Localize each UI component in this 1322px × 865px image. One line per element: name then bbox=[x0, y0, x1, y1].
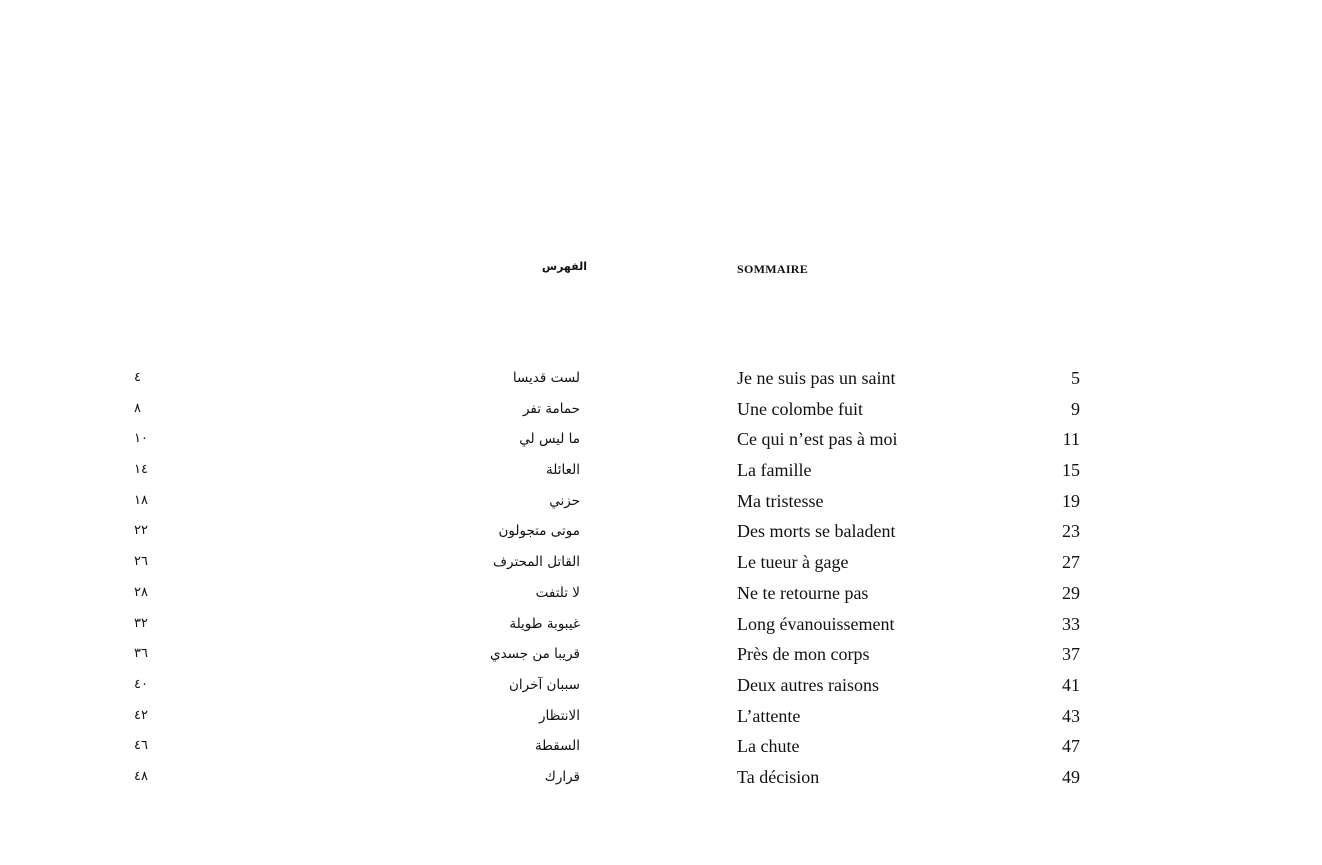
entry-title: حزني bbox=[549, 492, 580, 509]
french-toc-entry bbox=[737, 394, 1097, 425]
entry-page-number: ١٠ bbox=[134, 431, 148, 447]
french-toc-entry bbox=[737, 363, 1097, 394]
french-toc-entry bbox=[737, 609, 1097, 640]
entry-page-number: 23 bbox=[1062, 521, 1080, 542]
french-toc-entry bbox=[737, 455, 1097, 486]
entry-title: موتى متجولون bbox=[498, 523, 580, 540]
arabic-toc-entry bbox=[120, 394, 590, 425]
entry-title: القاتل المحترف bbox=[493, 554, 580, 571]
entry-page-number: ٢٦ bbox=[134, 554, 148, 570]
entry-page-number: 49 bbox=[1062, 766, 1080, 787]
french-toc-heading: SOMMAIRE bbox=[737, 262, 809, 276]
arabic-toc-entry bbox=[120, 701, 590, 732]
entry-title: قريبا من جسدي bbox=[490, 646, 580, 663]
entry-page-number: 11 bbox=[1062, 429, 1080, 450]
entry-page-number: ٤ bbox=[134, 370, 141, 385]
entry-page-number: 19 bbox=[1062, 490, 1080, 511]
entry-title: سببان آخران bbox=[509, 676, 580, 693]
entry-page-number: ١٤ bbox=[134, 462, 148, 478]
arabic-toc-heading: الفهرس bbox=[541, 260, 587, 273]
entry-page-number: 5 bbox=[1071, 368, 1080, 388]
french-toc-entry bbox=[737, 424, 1097, 455]
entry-page-number: 15 bbox=[1062, 460, 1080, 481]
entry-title: السقطة bbox=[534, 738, 580, 755]
arabic-toc-list bbox=[120, 363, 590, 793]
french-toc-entry bbox=[737, 639, 1097, 670]
entry-page-number: ١٨ bbox=[134, 492, 148, 508]
entry-title: L’attente bbox=[737, 705, 801, 726]
french-toc-entry bbox=[737, 670, 1097, 701]
french-toc-list bbox=[737, 363, 1097, 793]
french-toc-entry bbox=[737, 762, 1097, 793]
entry-title: Deux autres raisons bbox=[737, 674, 879, 695]
entry-title: Ce qui n’est pas à moi bbox=[737, 429, 898, 450]
arabic-toc-entry bbox=[120, 486, 590, 517]
entry-page-number: 29 bbox=[1062, 582, 1080, 603]
arabic-toc-entry bbox=[120, 670, 590, 701]
french-toc-entry bbox=[737, 516, 1097, 547]
entry-page-number: ٤٠ bbox=[134, 676, 148, 692]
entry-page-number: 37 bbox=[1062, 644, 1080, 665]
arabic-toc-entry bbox=[120, 363, 590, 394]
french-toc-entry bbox=[737, 547, 1097, 578]
entry-page-number: ٤٦ bbox=[134, 738, 148, 754]
french-toc-entry bbox=[737, 701, 1097, 732]
entry-page-number: 27 bbox=[1062, 552, 1080, 573]
arabic-toc-entry bbox=[120, 639, 590, 670]
entry-title: La famille bbox=[737, 460, 812, 481]
entry-title: Je ne suis pas un saint bbox=[737, 368, 896, 388]
entry-title: Une colombe fuit bbox=[737, 398, 863, 419]
entry-title: Long évanouissement bbox=[737, 613, 895, 634]
french-toc-entry bbox=[737, 578, 1097, 609]
entry-page-number: 47 bbox=[1062, 736, 1080, 757]
arabic-toc-entry bbox=[120, 547, 590, 578]
french-toc-entry bbox=[737, 731, 1097, 762]
arabic-toc-entry bbox=[120, 516, 590, 547]
entry-page-number: 43 bbox=[1062, 705, 1080, 726]
entry-title: غيبوبة طويلة bbox=[509, 615, 580, 632]
entry-page-number: ٤٨ bbox=[134, 768, 148, 784]
entry-title: Ne te retourne pas bbox=[737, 582, 869, 603]
entry-page-number: ٢٢ bbox=[134, 523, 148, 539]
arabic-toc-entry bbox=[120, 609, 590, 640]
entry-title: La chute bbox=[737, 736, 800, 757]
entry-page-number: ٤٢ bbox=[134, 707, 148, 723]
entry-page-number: ٣٦ bbox=[134, 646, 148, 662]
entry-title: الانتظار bbox=[539, 707, 580, 724]
entry-title: Ta décision bbox=[737, 766, 820, 787]
entry-page-number: 9 bbox=[1071, 398, 1080, 419]
entry-page-number: 41 bbox=[1062, 674, 1080, 695]
entry-title: Près de mon corps bbox=[737, 644, 870, 665]
entry-title: Ma tristesse bbox=[737, 490, 824, 511]
entry-title: لست قديسا bbox=[512, 370, 580, 386]
arabic-toc-entry bbox=[120, 455, 590, 486]
french-toc-entry bbox=[737, 486, 1097, 517]
entry-title: Des morts se baladent bbox=[737, 521, 896, 542]
entry-page-number: 33 bbox=[1062, 613, 1080, 634]
entry-title: Le tueur à gage bbox=[737, 552, 849, 573]
entry-title: قرارك bbox=[544, 768, 580, 785]
entry-page-number: ٨ bbox=[134, 400, 141, 416]
entry-title: لا تلتفت bbox=[535, 584, 580, 601]
entry-page-number: ٢٨ bbox=[134, 584, 148, 600]
arabic-toc-entry bbox=[120, 578, 590, 609]
arabic-toc-entry bbox=[120, 762, 590, 793]
entry-title: العائلة bbox=[546, 462, 580, 479]
entry-title: حمامة تفر bbox=[522, 400, 580, 417]
arabic-toc-entry bbox=[120, 731, 590, 762]
arabic-toc-entry bbox=[120, 424, 590, 455]
entry-page-number: ٣٢ bbox=[134, 615, 148, 631]
entry-title: ما ليس لي bbox=[519, 431, 580, 448]
